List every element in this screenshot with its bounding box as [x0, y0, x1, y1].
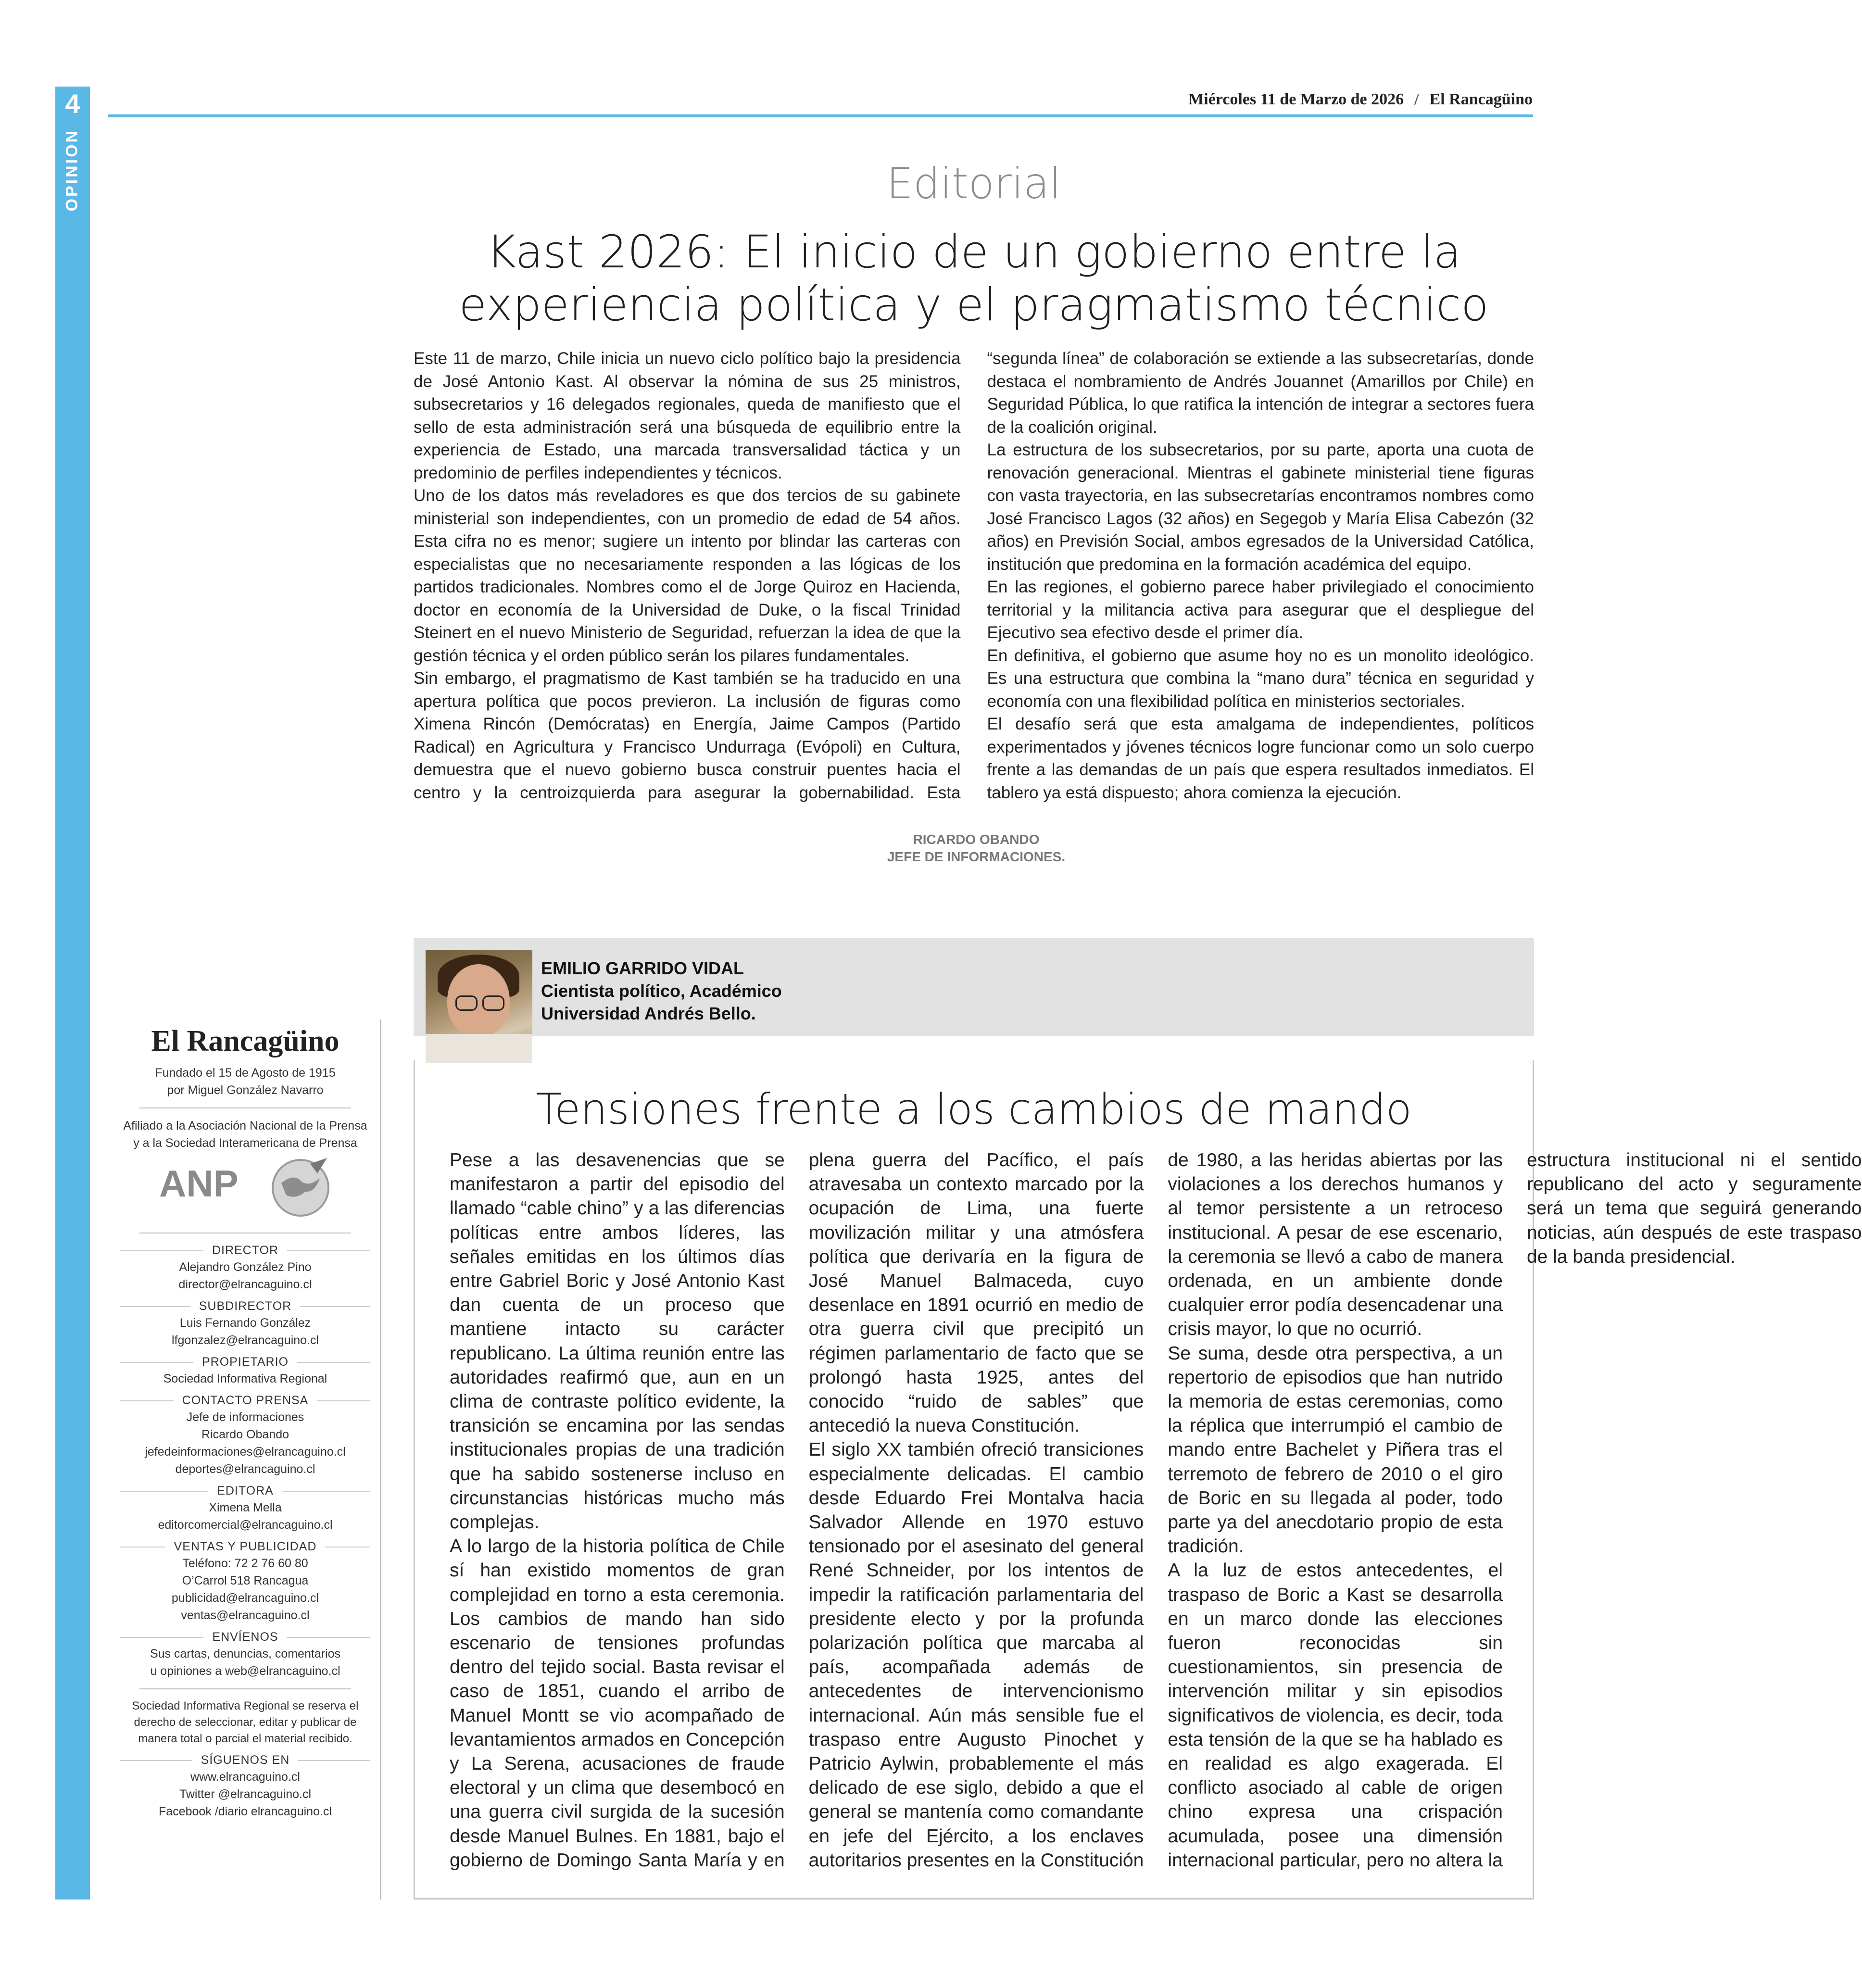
- staff-heading: PROPIETARIO: [193, 1354, 297, 1370]
- editorial-paragraph: Sin embargo, el pragmatismo de Kast también se ha traducido en una apertura política que pocos previeron. La inclusión de figuras como Ximena Rincón (Demócratas) en Energía, Jaime Campos (Partido Radical) en Agricultura y Francisco Undurraga (Evópoli) en Cultura, demuestra que el nuevo gobierno busca construir puentes hacia el centro y la centroizquierda para asegurar la gobernabilidad. Esta “segunda línea” de colaboración se extiende a las subsecretarías, donde destaca el nombramiento de Andrés Jouannet (Amarillos por Chile) en Seguridad Pública, lo que ratifica la intención de integrar a sectores fuera de la coalición original.: [414, 349, 1534, 802]
- opinion-body: [450, 1148, 1862, 1884]
- opinion-author-name: EMILIO GARRIDO VIDAL: [541, 958, 744, 978]
- staff-line: Luis Fernando González: [179, 1316, 311, 1330]
- masthead: [111, 1019, 381, 1900]
- opinion-paragraph: A la luz de estos antecedentes, el traspaso de Boric a Kast se desarrolla en un marco donde las elecciones fueron reconocidas sin cuestionamientos, sin presencia de intervención militar y sin episodios significativos de violencia, es decir, toda esta tensión de la que se ha hablado es en realidad es algo exagerada. El conflicto asociado al cable de origen chino expresa una crispación acumulada, posee una dimensión internacional particular, pero no altera la estructura institucional ni el sentido republicano del acto y seguramente será un tema que seguirá generando noticias, aún después de este traspaso de la banda presidencial.: [1168, 1150, 1862, 1871]
- opinion-paragraph: A lo largo de la historia política de Chile sí han existido momentos de gran complejidad en torno a esta ceremonia. Los cambios de mando han sido escenario de tensiones profundas dentro del tejido social. Basta revisar el caso de 1851, cuando el arribo de Manuel Montt se vio acompañado de levantamientos armados en Concepción y La Serena, acusaciones de fraude electoral y un clima que desembocó en una guerra civil surgida de la sucesión desde Manuel Bulnes. En 1881, bajo el gobierno de Domingo Santa María y en plena guerra del Pacífico, el país atravesaba un contexto marcado por la ocupación de Lima, una fuerte movilización militar y una atmósfera política que derivaría en la figura de José Manuel Balmaceda, cuyo desenlace en 1891 ocurrió en medio de otra guerra civil que precipitó un régimen parlamentario de facto que se prolongó hasta 1925, antes del conocido “ruido de sables” que antecedió la nueva Constitución.: [450, 1150, 1144, 1871]
- masthead-divider: [139, 1107, 351, 1108]
- section-spine: [55, 87, 90, 1900]
- staff-line: Ricardo Obando: [201, 1428, 289, 1441]
- page-number: 4: [65, 88, 80, 119]
- opinion-author: [541, 957, 782, 1025]
- staff-heading: DIRECTOR: [203, 1242, 287, 1258]
- opinion-paragraph: El siglo XX también ofreció transiciones especialmente delicadas. El cambio desde Eduardo Frei Montalva hacia Salvador Allende en 1970 estuvo tensionado por el asesinato del general René Schneider, por los intentos de impedir la ratificación parlamentaria del presidente electo y por la profunda polarización política que marcaba al país, acompañada además de antecedentes de intervencionismo internacional. Aún más sensible fue el traspaso entre Augusto Pinochet y Patricio Aylwin, probablemente el más delicado de ese siglo, debido a que el general se mantenía como comandante en jefe del Ejército, a los enclaves autoritarios presentes en la Constitución de 1980, a las heridas abiertas por las violaciones a los derechos humanos y al temor persistente a un retroceso institucional. A pesar de ese escenario, la ceremonia se llevó a cabo de manera ordenada, en un ambiente donde cualquier error podía desencadenar una crisis mayor, lo que no ocurrió.: [808, 1150, 1503, 1871]
- staff-heading: SUBDIRECTOR: [190, 1298, 301, 1314]
- founded-line: por Miguel González Navarro: [167, 1083, 324, 1097]
- staff-heading: SÍGUENOS EN: [192, 1752, 299, 1768]
- editorial-paragraph: En las regiones, el gobierno parece haber privilegiado el conocimiento territorial y la militancia activa para asegurar que el despliegue del Ejecutivo sea efectivo desde el primer día.: [987, 578, 1534, 642]
- staff-sales: [111, 1538, 380, 1624]
- editorial-kicker: Editorial: [886, 159, 1061, 208]
- header-rule: [108, 114, 1533, 117]
- facebook-link[interactable]: Facebook /diario elrancaguino.cl: [159, 1805, 332, 1818]
- affiliation-logos: [111, 1152, 380, 1224]
- masthead-title: El Rancagüino: [151, 1025, 340, 1057]
- staff-director: [111, 1242, 380, 1293]
- staff-line: Ximena Mella: [209, 1501, 282, 1514]
- staff-line: Sociedad Informativa Regional: [163, 1372, 327, 1385]
- header-paper-name: El Rancagüino: [1429, 90, 1533, 108]
- anp-logo: [156, 1159, 238, 1217]
- staff-heading: VENTAS Y PUBLICIDAD: [165, 1538, 326, 1555]
- twitter-link[interactable]: Twitter @elrancaguino.cl: [179, 1787, 312, 1801]
- founded-line: Fundado el 15 de Agosto de 1915: [155, 1066, 336, 1080]
- masthead-affiliation: [111, 1117, 380, 1152]
- opinion-paragraph: Se suma, desde otra perspectiva, a un repertorio de episodios que han nutrido la memoria de estas ceremonias, como la réplica que interrumpió el cambio de mando entre Bachelet y Piñera tras el terremoto de febrero de 2010 o el giro de Boric en su llegada al poder, todo parte ya del anecdotario propio de esta tradición.: [1168, 1343, 1503, 1557]
- masthead-disclaimer: Sociedad Informativa Regional se reserva el derecho de seleccionar, editar y publicar de manera total o parcial el material recibido.: [132, 1699, 359, 1745]
- staff-subdirector: [111, 1298, 380, 1349]
- editorial-paragraph: En definitiva, el gobierno que asume hoy no es un monolito ideológico. Es una estructura que combina la “mano dura” técnica en seguridad y economía con una flexibilidad política en ministerios sectoriales.: [987, 646, 1534, 711]
- affiliation-line: y a la Sociedad Interamericana de Prensa: [133, 1136, 357, 1150]
- staff-line: Sus cartas, denuncias, comentarios: [150, 1647, 341, 1661]
- staff-heading: CONTACTO PRENSA: [174, 1392, 317, 1409]
- opinion-title: Tensiones frente a los cambios de mando: [536, 1084, 1412, 1134]
- affiliation-line: Afiliado a la Asociación Nacional de la Prensa: [123, 1119, 367, 1132]
- section-label: OPINION: [63, 128, 81, 212]
- editorial-author-name: RICARDO OBANDO: [913, 832, 1040, 847]
- page-header: [1188, 90, 1533, 109]
- sip-globe-logo: [267, 1154, 334, 1221]
- opinion-author-role: Cientista político, Académico: [541, 981, 782, 1001]
- staff-submissions: [111, 1629, 380, 1680]
- staff-email: deportes@elrancaguino.cl: [175, 1462, 315, 1476]
- editorial-title: Kast 2026: El inicio de un gobierno entre la experiencia política y el pragmatismo técnico: [459, 226, 1489, 331]
- header-separator: /: [1414, 90, 1419, 108]
- staff-email: editorcomercial@elrancaguino.cl: [158, 1518, 333, 1532]
- editorial-body: [414, 347, 1534, 804]
- staff-email: publicidad@elrancaguino.cl: [171, 1591, 319, 1605]
- staff-email: u opiniones a web@elrancaguino.cl: [150, 1664, 340, 1678]
- staff-heading: ENVÍENOS: [203, 1629, 287, 1645]
- issue-date: Miércoles 11 de Marzo de 2026: [1188, 90, 1404, 108]
- opinion-author-institution: Universidad Andrés Bello.: [541, 1004, 756, 1023]
- editorial-paragraph: El desafío será que esta amalgama de independientes, políticos experimentados y jóvenes técnicos logre funcionar como un solo cuerpo frente a las demandas de un país que espera resultados inmediatos. El tablero ya está dispuesto; ahora comienza la ejecución.: [987, 715, 1534, 802]
- masthead-founded: [111, 1064, 380, 1099]
- staff-press-contact: [111, 1392, 380, 1478]
- editorial-paragraph: La estructura de los subsecretarios, por su parte, aporta una cuota de renovación generacional. Mientras el gabinete ministerial tiene figuras con vasta trayectoria, en las subsecretarías encontramos nombres como José Francisco Lagos (32 años) en Segegob y María Elisa Cabezón (32 años) en Previsión Social, ambos egresados de la Universidad Católica, institución que predomina en la formación académica del equipo.: [987, 440, 1534, 574]
- editorial-byline: [793, 831, 1159, 866]
- masthead-divider: [139, 1688, 351, 1689]
- author-photo: [426, 950, 532, 1060]
- staff-line: Alejandro González Pino: [179, 1260, 312, 1274]
- staff-owner: [111, 1354, 380, 1387]
- editorial-author-role: JEFE DE INFORMACIONES.: [887, 849, 1066, 864]
- anp-logo-text: ANP: [159, 1162, 239, 1205]
- website-link[interactable]: www.elrancaguino.cl: [190, 1770, 300, 1784]
- staff-phone: Teléfono: 72 2 76 60 80: [182, 1557, 308, 1570]
- staff-editor: [111, 1483, 380, 1534]
- social-links: [111, 1752, 380, 1820]
- staff-email: ventas@elrancaguino.cl: [181, 1609, 310, 1622]
- staff-email: director@elrancaguino.cl: [178, 1278, 312, 1291]
- staff-address: O’Carrol 518 Rancagua: [182, 1574, 309, 1587]
- staff-email: jefedeinformaciones@elrancaguino.cl: [145, 1445, 346, 1459]
- staff-line: Jefe de informaciones: [186, 1410, 304, 1424]
- staff-heading: EDITORA: [208, 1483, 282, 1499]
- opinion-paragraph: Pese a las desavenencias que se manifestaron a partir del episodio del llamado “cable chino” y a las diferencias políticas entre ambos líderes, las señales emitidas en los últimos días entre Gabriel Boric y José Antonio Kast dan cuenta de un proceso que mantiene intacto su carácter republicano. La última reunión entre las autoridades reafirmó que, aun en un clima de contraste político evidente, la transición se encamina por las sendas institucionales propias de una tradición que ha sabido sostenerse incluso en circunstancias históricas mucho más complejas.: [450, 1150, 785, 1533]
- editorial-paragraph: Este 11 de marzo, Chile inicia un nuevo ciclo político bajo la presidencia de José Antonio Kast. Al observar la nómina de sus 25 ministros, subsecretarios y 16 delegados regionales, queda de manifiesto que el sello de esta administración será una búsqueda de equilibrio entre la experiencia de Estado, una marcada transversalidad táctica y un predominio de perfiles independientes y técnicos.: [414, 349, 961, 482]
- editorial-paragraph: Uno de los datos más reveladores es que dos tercios de su gabinete ministerial son independientes, con un promedio de edad de 54 años. Esta cifra no es menor; sugiere un intento por blindar las carteras con especialistas que no necesariamente responden a las lógicas de los partidos tradicionales. Nombres como el de Jorge Quiroz en Hacienda, doctor en economía de la Universidad de Duke, o la fiscal Trinidad Steinert en el nuevo Ministerio de Seguridad, refuerzan la idea de que la gestión técnica y el orden público serán los pilares fundamentales.: [414, 486, 961, 665]
- staff-email: lfgonzalez@elrancaguino.cl: [171, 1334, 319, 1347]
